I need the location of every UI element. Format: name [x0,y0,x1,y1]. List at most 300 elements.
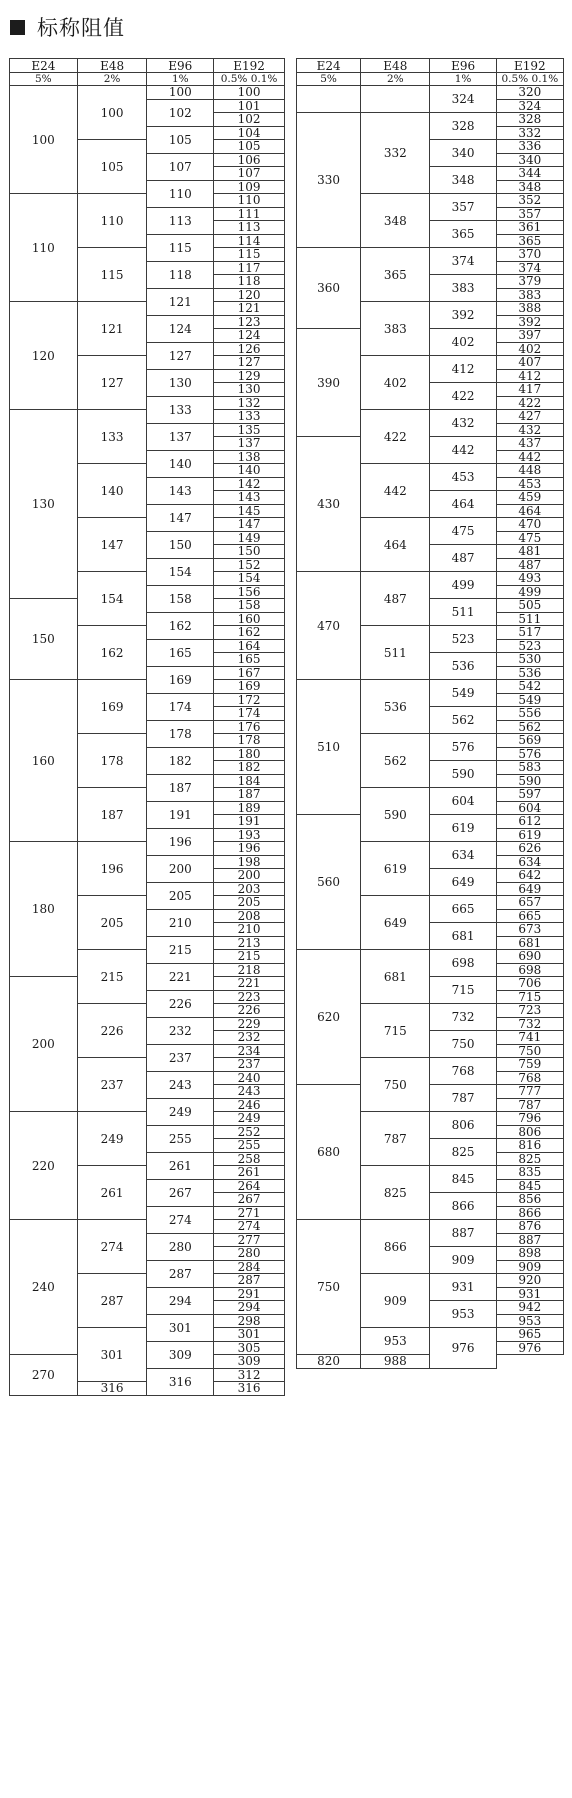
e48-cell: 511 [361,626,430,680]
e96-cell: 301 [147,1314,214,1341]
e192-cell: 965 [496,1328,563,1342]
e96-cell: 787 [430,1085,496,1112]
e192-cell: 176 [214,720,285,734]
e192-cell: 162 [214,626,285,640]
tolerance-header: 1% [147,73,214,86]
e24-cell: 160 [10,680,78,842]
e96-cell: 402 [430,329,496,356]
e96-cell: 309 [147,1341,214,1368]
e48-cell: 127 [77,356,147,410]
table-row [297,950,564,964]
e192-cell: 284 [214,1260,285,1274]
e192-cell: 344 [496,167,563,181]
e192-cell: 437 [496,437,563,451]
e96-cell: 249 [147,1098,214,1125]
e192-cell: 464 [496,504,563,518]
e192-cell: 511 [496,612,563,626]
e96-cell: 143 [147,477,214,504]
e24-cell: 470 [297,572,361,680]
e48-cell: 365 [361,248,430,302]
e192-cell: 160 [214,612,285,626]
e192-cell: 673 [496,923,563,937]
tolerance-header: 5% [297,73,361,86]
e192-cell: 305 [214,1341,285,1355]
e96-cell: 107 [147,153,214,180]
e192-cell: 277 [214,1233,285,1247]
e192-cell: 374 [496,261,563,275]
e48-cell: 301 [77,1328,147,1382]
e192-cell: 750 [496,1044,563,1058]
e192-cell: 208 [214,909,285,923]
tolerance-header: 2% [361,73,430,86]
e192-cell: 768 [496,1071,563,1085]
table-row [297,1220,564,1234]
e192-cell: 255 [214,1139,285,1153]
e192-cell: 556 [496,707,563,721]
table-row [297,1085,564,1099]
e48-cell: 274 [77,1220,147,1274]
e24-cell: 270 [10,1355,78,1396]
e24-cell: 240 [10,1220,78,1355]
e24-cell [297,86,361,113]
e192-cell: 576 [496,747,563,761]
e96-cell: 475 [430,518,496,545]
e192-cell: 221 [214,977,285,991]
e48-cell: 187 [77,788,147,842]
e192-cell: 121 [214,302,285,316]
e96-cell: 130 [147,369,214,396]
e192-cell: 140 [214,464,285,478]
tolerance-header: 0.5% 0.1% [496,73,563,86]
e192-cell: 130 [214,383,285,397]
e96-cell: 604 [430,788,496,815]
e192-cell: 237 [214,1058,285,1072]
e192-cell: 249 [214,1112,285,1126]
e192-cell: 876 [496,1220,563,1234]
e48-cell: 121 [77,302,147,356]
e192-cell: 193 [214,828,285,842]
e192-cell: 215 [214,950,285,964]
e192-cell: 920 [496,1274,563,1288]
e48-cell: 383 [361,302,430,356]
e192-cell: 312 [214,1368,285,1382]
header-row-tolerance [297,73,564,86]
e48-cell: 332 [361,113,430,194]
e96-cell: 976 [430,1328,496,1369]
e24-cell: 120 [10,302,78,410]
table-row [297,248,564,262]
e192-cell: 145 [214,504,285,518]
e192-cell: 287 [214,1274,285,1288]
e192-cell: 530 [496,653,563,667]
table-row [297,329,564,343]
e192-cell: 887 [496,1233,563,1247]
e192-cell: 124 [214,329,285,343]
e192-cell: 152 [214,558,285,572]
e48-cell: 825 [361,1166,430,1220]
e192-cell: 267 [214,1193,285,1207]
e192-cell: 549 [496,693,563,707]
e24-cell: 820 [297,1355,361,1369]
e192-cell: 223 [214,990,285,1004]
e192-cell: 332 [496,126,563,140]
e48-cell: 115 [77,248,147,302]
e192-cell: 634 [496,855,563,869]
e192-cell: 271 [214,1206,285,1220]
e192-cell: 164 [214,639,285,653]
e96-cell: 280 [147,1233,214,1260]
e48-cell: 133 [77,410,147,464]
e24-cell: 750 [297,1220,361,1355]
e48-cell: 178 [77,734,147,788]
e96-cell: 340 [430,140,496,167]
e96-cell: 215 [147,936,214,963]
tolerance-header: 1% [430,73,496,86]
e192-cell: 942 [496,1301,563,1315]
e96-cell: 442 [430,437,496,464]
e192-cell: 123 [214,315,285,329]
e192-cell: 243 [214,1085,285,1099]
e192-cell: 143 [214,491,285,505]
e192-cell: 835 [496,1166,563,1180]
e96-cell: 261 [147,1152,214,1179]
e192-cell: 100 [214,86,285,100]
e24-cell: 200 [10,977,78,1112]
e192-cell: 117 [214,261,285,275]
e192-cell: 825 [496,1152,563,1166]
e192-cell: 412 [496,369,563,383]
e96-cell: 768 [430,1058,496,1085]
e48-cell: 422 [361,410,430,464]
e96-cell: 154 [147,558,214,585]
e192-cell: 898 [496,1247,563,1261]
e192-cell: 261 [214,1166,285,1180]
e192-cell: 191 [214,815,285,829]
e192-cell: 129 [214,369,285,383]
e96-cell: 137 [147,423,214,450]
e96-cell: 121 [147,288,214,315]
e192-cell: 583 [496,761,563,775]
e96-cell: 634 [430,842,496,869]
e192-cell: 365 [496,234,563,248]
e192-cell: 101 [214,99,285,113]
e192-cell: 569 [496,734,563,748]
e24-cell: 680 [297,1085,361,1220]
e96-cell: 536 [430,653,496,680]
e192-cell: 909 [496,1260,563,1274]
e192-cell: 626 [496,842,563,856]
e192-cell: 741 [496,1031,563,1045]
e48-cell: 909 [361,1274,430,1328]
e48-cell: 464 [361,518,430,572]
e96-cell: 374 [430,248,496,275]
e96-cell: 825 [430,1139,496,1166]
e96-cell: 287 [147,1260,214,1287]
e24-cell: 180 [10,842,78,977]
e192-cell: 931 [496,1287,563,1301]
e96-cell: 237 [147,1044,214,1071]
e192-cell: 118 [214,275,285,289]
e192-cell: 105 [214,140,285,154]
e24-cell: 220 [10,1112,78,1220]
e24-cell: 150 [10,599,78,680]
series-header: E24 [297,59,361,73]
e192-cell: 866 [496,1206,563,1220]
e96-cell: 274 [147,1206,214,1233]
e96-cell: 113 [147,207,214,234]
e192-cell: 226 [214,1004,285,1018]
e192-cell: 154 [214,572,285,586]
e192-cell: 180 [214,747,285,761]
e192-cell: 309 [214,1355,285,1369]
e96-cell: 866 [430,1193,496,1220]
series-header: E24 [10,59,78,73]
e192-cell: 487 [496,558,563,572]
e192-cell: 442 [496,450,563,464]
e192-cell: 361 [496,221,563,235]
e48-cell: 348 [361,194,430,248]
e96-cell: 412 [430,356,496,383]
e192-cell: 665 [496,909,563,923]
resistor-table-left [9,58,285,1396]
e192-cell: 612 [496,815,563,829]
e192-cell: 383 [496,288,563,302]
e96-cell: 422 [430,383,496,410]
e96-cell: 232 [147,1017,214,1044]
e96-cell: 845 [430,1166,496,1193]
e96-cell: 105 [147,126,214,153]
e192-cell: 189 [214,801,285,815]
e192-cell: 320 [496,86,563,100]
e48-cell: 590 [361,788,430,842]
table-row [10,86,285,100]
e48-cell: 715 [361,1004,430,1058]
e24-cell: 560 [297,815,361,950]
header-row-tolerance [10,73,285,86]
e192-cell: 301 [214,1328,285,1342]
e192-cell: 252 [214,1125,285,1139]
e192-cell: 110 [214,194,285,208]
e192-cell: 135 [214,423,285,437]
resistor-table-right [296,58,564,1369]
e192-cell: 120 [214,288,285,302]
e192-cell: 328 [496,113,563,127]
e96-cell: 255 [147,1125,214,1152]
e96-cell: 200 [147,855,214,882]
e192-cell: 149 [214,531,285,545]
e192-cell: 111 [214,207,285,221]
e48-cell: 681 [361,950,430,1004]
e192-cell: 213 [214,936,285,950]
series-header: E96 [430,59,496,73]
e192-cell: 604 [496,801,563,815]
e48-cell: 261 [77,1166,147,1220]
e48-cell: 287 [77,1274,147,1328]
page-title: 标称阻值 [37,16,125,40]
e96-cell: 316 [147,1368,214,1395]
e192-cell: 422 [496,396,563,410]
e24-cell: 360 [297,248,361,329]
e96-cell: 549 [430,680,496,707]
e192-cell: 348 [496,180,563,194]
e96-cell: 576 [430,734,496,761]
e96-cell: 464 [430,491,496,518]
e96-cell: 174 [147,693,214,720]
e96-cell: 365 [430,221,496,248]
e96-cell: 357 [430,194,496,221]
e96-cell: 147 [147,504,214,531]
square-bullet-icon [10,20,25,35]
e96-cell: 953 [430,1301,496,1328]
e192-cell: 274 [214,1220,285,1234]
e96-cell: 226 [147,990,214,1017]
e96-cell: 221 [147,963,214,990]
e192-cell: 796 [496,1112,563,1126]
e192-cell: 178 [214,734,285,748]
table-row [297,437,564,451]
e96-cell: 698 [430,950,496,977]
e192-cell: 336 [496,140,563,154]
e192-cell: 340 [496,153,563,167]
e48-cell: 205 [77,896,147,950]
e192-cell: 417 [496,383,563,397]
e192-cell: 690 [496,950,563,964]
e192-cell: 732 [496,1017,563,1031]
e96-cell: 681 [430,923,496,950]
e192-cell: 379 [496,275,563,289]
e192-cell: 126 [214,342,285,356]
e192-cell: 158 [214,599,285,613]
e192-cell: 165 [214,653,285,667]
e192-cell: 642 [496,869,563,883]
e96-cell: 182 [147,747,214,774]
e192-cell: 258 [214,1152,285,1166]
e192-cell: 142 [214,477,285,491]
e96-cell: 243 [147,1071,214,1098]
e192-cell: 432 [496,423,563,437]
tolerance-header: 2% [77,73,147,86]
e192-cell: 505 [496,599,563,613]
e48-cell: 154 [77,572,147,626]
e192-cell: 109 [214,180,285,194]
e96-cell: 909 [430,1247,496,1274]
e192-cell: 517 [496,626,563,640]
e192-cell: 459 [496,491,563,505]
e96-cell: 750 [430,1031,496,1058]
e96-cell: 499 [430,572,496,599]
e96-cell: 511 [430,599,496,626]
e192-cell: 291 [214,1287,285,1301]
e96-cell: 124 [147,315,214,342]
e192-cell: 182 [214,761,285,775]
e48-cell: 316 [77,1382,147,1396]
e48-cell: 536 [361,680,430,734]
e192-cell: 210 [214,923,285,937]
e96-cell: 187 [147,774,214,801]
e192-cell: 619 [496,828,563,842]
e96-cell: 165 [147,639,214,666]
e192-cell: 156 [214,585,285,599]
e96-cell: 140 [147,450,214,477]
e96-cell: 205 [147,882,214,909]
e48-cell: 619 [361,842,430,896]
e48-cell: 750 [361,1058,430,1112]
e96-cell: 665 [430,896,496,923]
e192-cell: 988 [361,1355,430,1369]
e192-cell: 196 [214,842,285,856]
e96-cell: 732 [430,1004,496,1031]
e24-cell: 620 [297,950,361,1085]
e48-cell [361,86,430,113]
e192-cell: 133 [214,410,285,424]
e48-cell: 237 [77,1058,147,1112]
e48-cell: 442 [361,464,430,518]
e96-cell: 118 [147,261,214,288]
e48-cell: 562 [361,734,430,788]
e24-cell: 110 [10,194,78,302]
e192-cell: 806 [496,1125,563,1139]
e192-cell: 475 [496,531,563,545]
e96-cell: 453 [430,464,496,491]
e48-cell: 110 [77,194,147,248]
e192-cell: 590 [496,774,563,788]
e48-cell: 215 [77,950,147,1004]
e48-cell: 169 [77,680,147,734]
e96-cell: 392 [430,302,496,329]
e192-cell: 470 [496,518,563,532]
e96-cell: 110 [147,180,214,207]
e192-cell: 264 [214,1179,285,1193]
e192-cell: 198 [214,855,285,869]
e192-cell: 203 [214,882,285,896]
e192-cell: 107 [214,167,285,181]
e192-cell: 845 [496,1179,563,1193]
e96-cell: 210 [147,909,214,936]
e96-cell: 487 [430,545,496,572]
e48-cell: 787 [361,1112,430,1166]
e192-cell: 240 [214,1071,285,1085]
e192-cell: 294 [214,1301,285,1315]
e48-cell: 100 [77,86,147,140]
e192-cell: 562 [496,720,563,734]
e192-cell: 137 [214,437,285,451]
e96-cell: 324 [430,86,496,113]
e192-cell: 167 [214,666,285,680]
e192-cell: 200 [214,869,285,883]
e192-cell: 205 [214,896,285,910]
series-header: E192 [496,59,563,73]
e192-cell: 388 [496,302,563,316]
table-row [297,86,564,100]
e96-cell: 196 [147,828,214,855]
e192-cell: 104 [214,126,285,140]
e192-cell: 246 [214,1098,285,1112]
e96-cell: 178 [147,720,214,747]
e192-cell: 150 [214,545,285,559]
e192-cell: 234 [214,1044,285,1058]
header-row-series [297,59,564,73]
e96-cell: 115 [147,234,214,261]
e96-cell: 806 [430,1112,496,1139]
e192-cell: 536 [496,666,563,680]
table-row [297,815,564,829]
e192-cell: 169 [214,680,285,694]
e48-cell: 649 [361,896,430,950]
e192-cell: 397 [496,329,563,343]
e24-cell: 430 [297,437,361,572]
e192-cell: 816 [496,1139,563,1153]
e24-cell: 130 [10,410,78,599]
